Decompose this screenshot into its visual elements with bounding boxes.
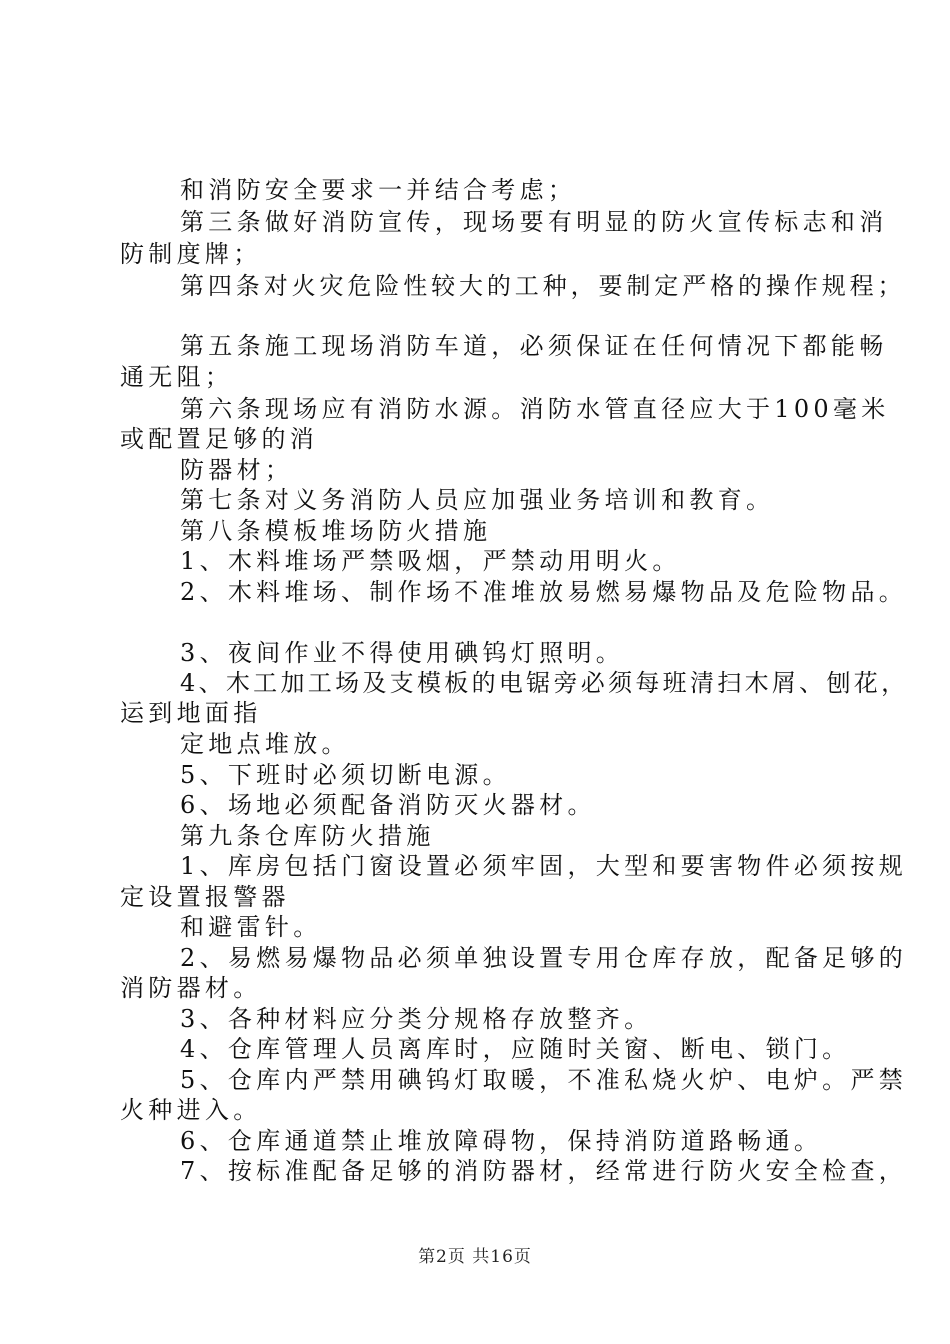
text-line: 防制度牌； [120, 240, 262, 268]
page-number-footer: 第2页 共16页 [418, 1247, 532, 1267]
text-line: 定地点堆放。 [180, 730, 350, 758]
text-line: 3、夜间作业不得使用碘钨灯照明。 [180, 639, 625, 667]
text-line: 第四条对火灾危险性较大的工种，要制定严格的操作规程； [180, 272, 906, 300]
text-line: 和消防安全要求一并结合考虑； [180, 176, 577, 204]
text-line: 5、仓库内严禁用碘钨灯取暖，不准私烧火炉、电炉。严禁 [180, 1066, 908, 1094]
text-line: 第六条现场应有消防水源。消防水管直径应大于100毫米 [180, 395, 890, 423]
text-line: 3、各种材料应分类分规格存放整齐。 [180, 1005, 653, 1033]
text-line: 5、下班时必须切断电源。 [180, 761, 511, 789]
text-line: 4、仓库管理人员离库时，应随时关窗、断电、锁门。 [180, 1035, 851, 1063]
text-line: 火种进入。 [120, 1096, 262, 1124]
text-line: 6、仓库通道禁止堆放障碍物，保持消防道路畅通。 [180, 1127, 823, 1155]
section-heading: 第八条模板堆场防火措施 [180, 517, 492, 545]
text-line: 7、按标准配备足够的消防器材，经常进行防火安全检查， [180, 1157, 908, 1185]
text-line: 防器材； [180, 456, 294, 484]
text-line: 和避雷针。 [180, 913, 322, 941]
text-line: 1、木料堆场严禁吸烟，严禁动用明火。 [180, 547, 681, 575]
text-line: 通无阻； [120, 363, 234, 391]
text-line: 1、库房包括门窗设置必须牢固，大型和要害物件必须按规 [180, 852, 908, 880]
text-line: 2、易燃易爆物品必须单独设置专用仓库存放，配备足够的 [180, 944, 908, 972]
text-line: 定设置报警器 [120, 883, 290, 911]
text-line: 第七条对义务消防人员应加强业务培训和教育。 [180, 486, 775, 514]
text-line: 第五条施工现场消防车道，必须保证在任何情况下都能畅 [180, 332, 888, 360]
section-heading: 第九条仓库防火措施 [180, 822, 435, 850]
text-line: 6、场地必须配备消防灭火器材。 [180, 791, 596, 819]
text-line: 运到地面指 [120, 699, 262, 727]
text-line: 消防器材。 [120, 974, 262, 1002]
text-line: 2、木料堆场、制作场不准堆放易燃易爆物品及危险物品。 [180, 578, 908, 606]
text-line: 第三条做好消防宣传，现场要有明显的防火宣传标志和消 [180, 208, 888, 236]
text-line: 4、木工加工场及支模板的电锯旁必须每班清扫木屑、刨花， [180, 669, 909, 697]
text-line: 或配置足够的消 [120, 425, 319, 453]
